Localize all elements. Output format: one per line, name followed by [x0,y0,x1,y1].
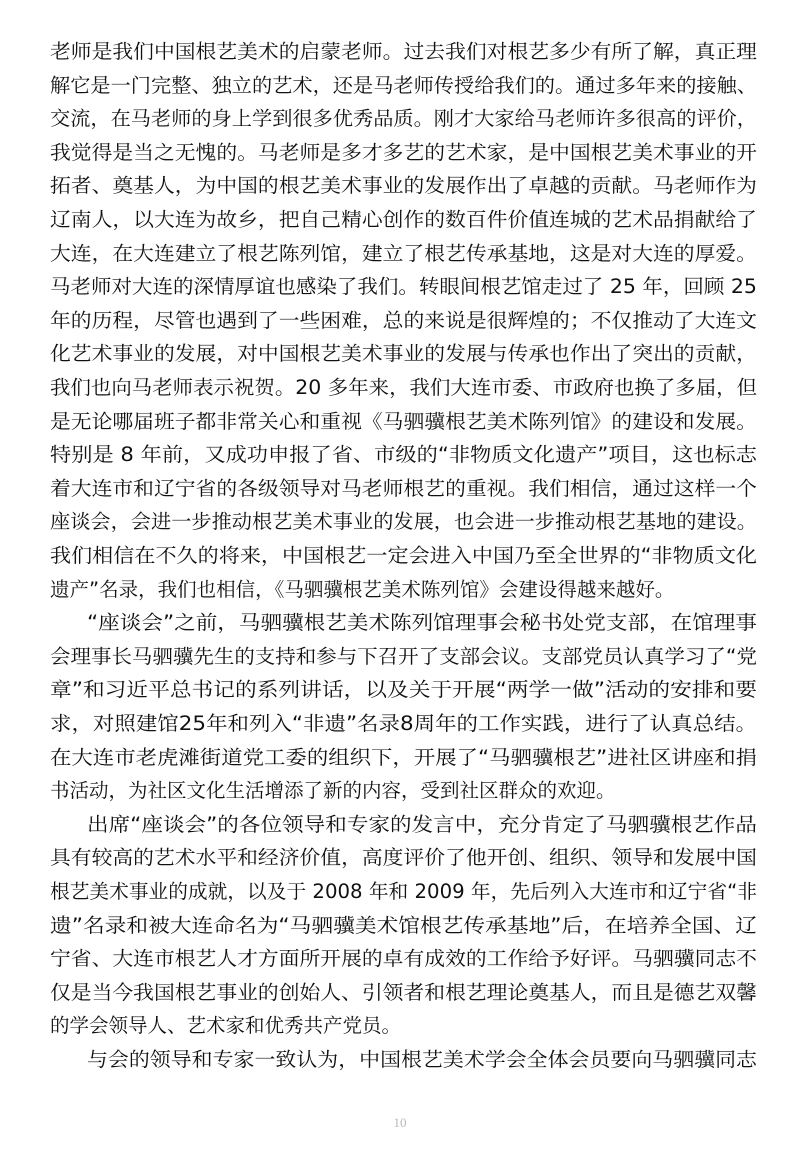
text-line [0,440,800,470]
text-line-content: 辽南人，以大连为故乡，把自己精心创作的数百件价值连城的艺术品捐献给了 [50,208,757,231]
text-line [0,1011,800,1041]
text-line [0,104,800,134]
text-line-content: 具有较高的艺术水平和经济价值，高度评价了他开创、组织、领导和发展中国 [50,846,757,870]
text-line-content: 特别是 8 年前，又成功申报了省、市级的“非物质文化遗产”项目，这也标志 [50,443,757,467]
text-line-content: 我们相信在不久的将来，中国根艺一定会进入中国乃至全世界的“非物质文化 [50,544,758,567]
text-line-content: 我们也向马老师表示祝贺。20 多年来，我们大连市委、市政府也换了多届，但 [50,376,758,399]
text-line-content: 仅是当今我国根艺事业的创始人、引领者和根艺理论奠基人，而且是德艺双馨 [50,980,757,1004]
text-line [0,138,800,168]
text-line [0,675,800,705]
text-line [0,810,800,840]
text-line [0,306,800,336]
text-line [0,541,800,571]
text-line-content: 出席“座谈会”的各位领导和专家的发言中，充分肯定了马驷骥根艺作品 [87,812,757,836]
page-number: 10 [393,1115,407,1130]
text-line [0,339,800,369]
text-line-content: 马老师对大连的深情厚谊也感染了我们。转眼间根艺馆走过了 25 年，回顾 25 [50,275,757,299]
text-line-content: 的学会领导人、艺术家和优秀共产党员。 [50,1014,402,1038]
text-line-content: 根艺美术事业的成就，以及于 2008 年和 2009 年，先后列入大连市和辽宁省“非 [50,880,758,903]
text-line-content: 解它是一门完整、独立的艺术，还是马老师传授给我们的。通过多年来的接触、 [50,73,758,97]
text-line [0,373,800,403]
text-line-content: 会理事长马驷骥先生的支持和参与下召开了支部会议。支部党员认真学习了“党 [50,644,757,668]
text-line-content: 与会的领导和专家一致认为，中国根艺美术学会全体会员要向马驷骥同志 [87,1048,758,1071]
text-line [0,843,800,873]
text-line [0,507,800,537]
text-line-content: 书活动，为社区文化生活增添了新的内容，受到社区群众的欢迎。 [50,779,616,803]
text-line-content: 老师是我们中国根艺美术的启蒙老师。过去我们对根艺多少有所了解，真正理 [50,40,757,63]
text-line-content: 拓者、奠基人，为中国的根艺美术事业的发展作出了卓越的贡献。马老师作为 [50,174,757,198]
text-line-content: “座谈会”之前，马驷骥根艺美术陈列馆理事会秘书处党支部，在馆理事 [87,611,757,635]
text-line [0,407,800,437]
text-line [0,1045,800,1075]
text-line-content: 化艺术事业的发展，对中国根艺美术事业的发展与传承也作出了突出的贡献， [50,342,757,366]
text-line [0,776,800,806]
text-line [0,575,800,605]
text-line [0,709,800,739]
text-line [0,911,800,941]
text-line [0,71,800,101]
text-line [0,944,800,974]
text-line [0,642,800,672]
text-line-content: 章”和习近平总书记的系列讲话，以及关于开展“两学一做”活动的安排和要 [50,678,757,702]
text-line-content: 交流，在马老师的身上学到很多优秀品质。刚才大家给马老师许多很高的评价， [50,107,758,131]
text-line-content: 着大连市和辽宁省的各级领导对马老师根艺的重视。我们相信，通过这样一个 [50,476,757,500]
text-line-content: 遗产”名录，我们也相信，《马驷骥根艺美术陈列馆》会建设得越来越好。 [50,577,675,601]
text-line [0,474,800,504]
text-line [0,877,800,907]
text-line-content: 在大连市老虎滩街道党工委的组织下，开展了“马驷骥根艺”进社区讲座和捐 [50,745,758,769]
text-line [0,743,800,773]
text-line [0,37,800,67]
text-line [0,171,800,201]
text-line-content: 求，对照建馆25年和列入“非遗”名录8周年的工作实践，进行了认真总结。 [50,712,758,735]
text-line [0,272,800,302]
text-line [0,978,800,1008]
text-line-content: 是无论哪届班子都非常关心和重视《马驷骥根艺美术陈列馆》的建设和发展。 [50,409,757,433]
text-line [0,205,800,235]
text-line [0,608,800,638]
text-line-content: 遗”名录和被大连命名为“马驷骥美术馆根艺传承基地”后，在培养全国、辽 [50,913,757,937]
text-line-content: 座谈会，会进一步推动根艺美术事业的发展，也会进一步推动根艺基地的建设。 [50,510,758,534]
text-line-content: 宁省、大连市根艺人才方面所开展的卓有成效的工作给予好评。马驷骥同志不 [50,947,757,971]
text-line-content: 年的历程，尽管也遇到了一些困难，总的来说是很辉煌的；不仅推动了大连文 [50,308,757,332]
text-line-content: 大连，在大连建立了根艺陈列馆，建立了根艺传承基地，这是对大连的厚爱。 [50,241,757,265]
text-line [0,239,800,269]
text-line-content: 我觉得是当之无愧的。马老师是多才多艺的艺术家，是中国根艺美术事业的开 [50,140,757,164]
